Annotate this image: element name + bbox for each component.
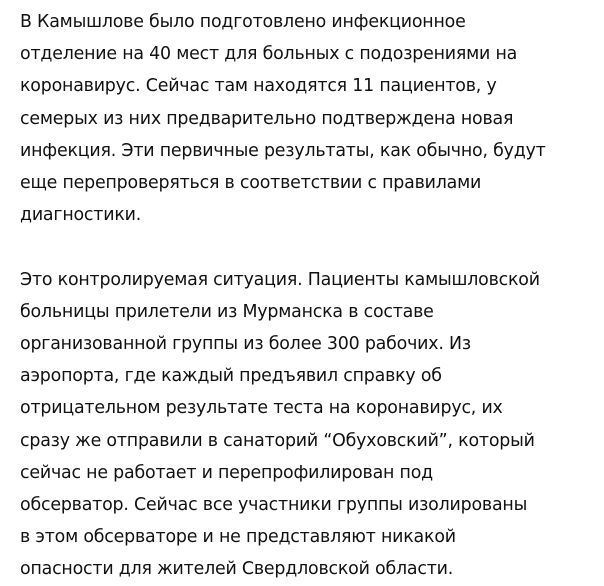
text-line: сразу же отправили в санаторий “Обуховский”, который	[20, 430, 535, 451]
text-line: в этом обсерваторе и не представляют никакой	[20, 527, 456, 548]
text-line: опасности для жителей Свердловской области.	[20, 559, 454, 580]
text-line: семерых из них предварительно подтверждена новая	[20, 108, 514, 129]
paragraph-2	[20, 264, 600, 586]
text-line: В Камышлове было подготовлено инфекционное	[20, 12, 466, 32]
text-line: отрицательном результате теста на коронавирус, их	[20, 398, 503, 419]
paragraph-1	[20, 6, 600, 231]
text-line: больницы прилетели из Мурманска в составе	[20, 301, 434, 322]
paragraph-gap	[20, 231, 600, 263]
text-line: отделение на 40 мест для больных с подозрениями на	[20, 44, 518, 65]
document-body	[20, 6, 600, 586]
text-line: Это контролируемая ситуация. Пациенты камышловской	[20, 269, 540, 290]
text-line: еще перепроверяться в соответствии с правилами	[20, 173, 482, 194]
text-line: инфекция. Эти первичные результаты, как обычно, будут	[20, 140, 546, 161]
text-line: обсерватор. Сейчас все участники группы изолированы	[20, 495, 528, 516]
text-line: организованной группы из более 300 рабочих. Из	[20, 334, 471, 355]
text-line: аэропорта, где каждый предъявил справку об	[20, 366, 442, 387]
text-line: диагностики.	[20, 205, 142, 226]
text-line: коронавирус. Сейчас там находятся 11 пациентов, у	[20, 76, 497, 97]
text-line: сейчас не работает и перепрофилирован под	[20, 462, 433, 483]
